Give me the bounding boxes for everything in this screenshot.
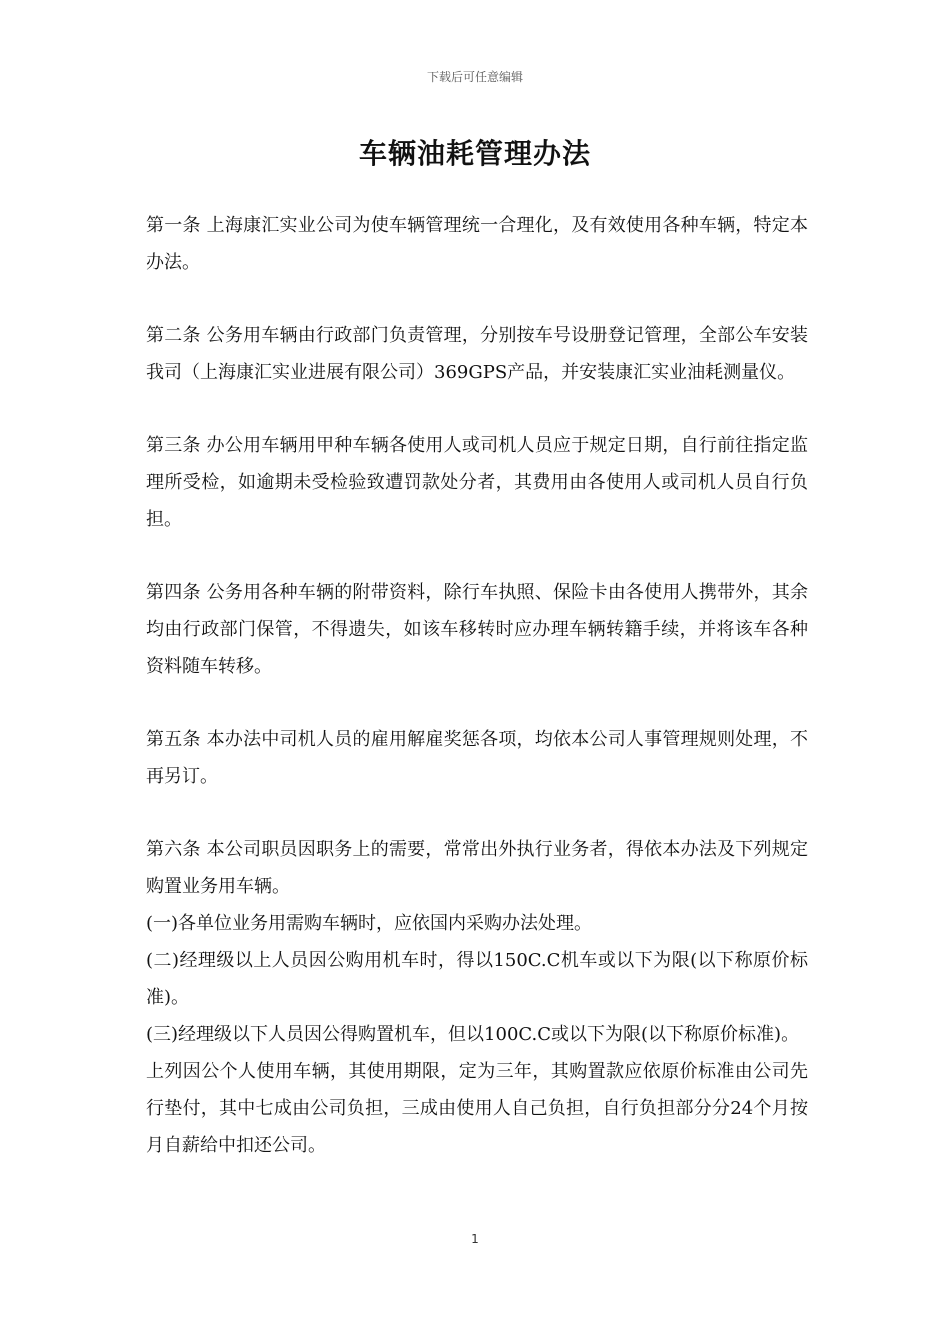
sub-item-note: 上列因公个人使用车辆，其使用期限，定为三年，其购置款应依原价标准由公司先行垫付，其中七成由公司负担，三成由使用人自己负担，自行负担部分分24个月按月自薪给中扣还公司。 xyxy=(146,1061,808,1156)
document-title: 车辆油耗管理办法 xyxy=(358,137,591,170)
page-number: 1 xyxy=(471,1232,479,1246)
article-5: 第五条 本办法中司机人员的雇用解雇奖惩各项，均依本公司人事管理规则处理，不再另订。 xyxy=(146,729,808,787)
sub-item-3: (三)经理级以下人员因公得购置机车，但以100C.C或以下为限(以下称原价标准)。 xyxy=(146,1024,800,1045)
article-6: 第六条 本公司职员因职务上的需要，常常出外执行业务者，得依本办法及下列规定购置业务用车辆。 xyxy=(146,839,808,897)
article-2: 第二条 公务用车辆由行政部门负责管理，分别按车号设册登记管理，全部公车安装我司（上海康汇实业进展有限公司）369GPS产品，并安装康汇实业油耗测量仪。 xyxy=(146,325,808,383)
sub-item-1: (一)各单位业务用需购车辆时，应依国内采购办法处理。 xyxy=(146,913,593,934)
article-3: 第三条 办公用车辆用甲种车辆各使用人或司机人员应于规定日期，自行前往指定监理所受检，如逾期未受检验致遭罚款处分者，其费用由各使用人或司机人员自行负担。 xyxy=(146,435,808,530)
sub-item-2: (二)经理级以上人员因公购用机车时，得以150C.C机车或以下为限(以下称原价标准)。 xyxy=(146,950,808,1008)
article-4: 第四条 公务用各种车辆的附带资料，除行车执照、保险卡由各使用人携带外，其余均由行政部门保管，不得遗失，如该车移转时应办理车辆转籍手续，并将该车各种资料随车转移。 xyxy=(146,582,808,677)
header-note: 下载后可任意编辑 xyxy=(426,70,523,84)
document-body xyxy=(146,207,808,1164)
article-1: 第一条 上海康汇实业公司为使车辆管理统一合理化，及有效使用各种车辆，特定本办法。 xyxy=(146,215,808,273)
